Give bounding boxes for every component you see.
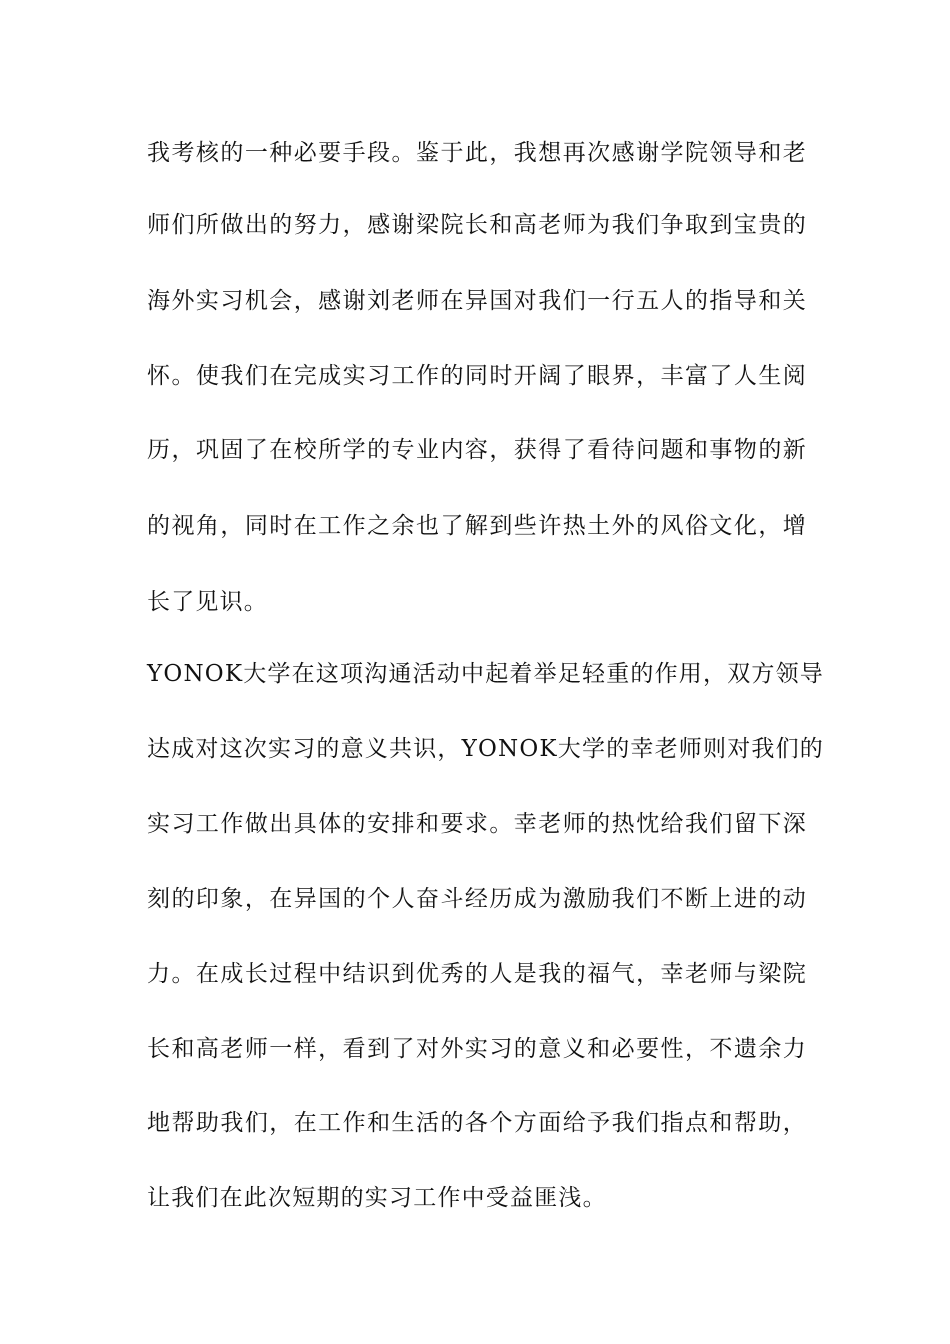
text-line: 让我们在此次短期的实习工作中受益匪浅。 — [147, 1185, 607, 1211]
text-line: 我考核的一种必要手段。鉴于此，我想再次感谢学院领导和老 — [147, 140, 807, 166]
text-line: 长和高老师一样，看到了对外实习的意义和必要性，不遗余力 — [147, 1036, 807, 1062]
text-line: 师们所做出的努力，感谢梁院长和高老师为我们争取到宝贵的 — [147, 212, 807, 238]
text-line: 力。在成长过程中结识到优秀的人是我的福气，幸老师与梁院 — [147, 961, 807, 987]
text-line: 刻的印象，在异国的个人奋斗经历成为激励我们不断上进的动 — [147, 886, 807, 912]
text-line: 的视角，同时在工作之余也了解到些许热土外的风俗文化，增 — [147, 513, 807, 539]
text-line: 达成对这次实习的意义共识，YONOK大学的幸老师则对我们的 — [147, 736, 825, 762]
text-line: YONOK大学在这项沟通活动中起着举足轻重的作用，双方领导 — [147, 661, 825, 687]
text-line: 海外实习机会，感谢刘老师在异国对我们一行五人的指导和关 — [147, 288, 807, 314]
text-line: 地帮助我们，在工作和生活的各个方面给予我们指点和帮助， — [147, 1110, 807, 1136]
text-line: 历，巩固了在校所学的专业内容，获得了看待问题和事物的新 — [147, 437, 807, 463]
text-line: 怀。使我们在完成实习工作的同时开阔了眼界，丰富了人生阅 — [147, 363, 807, 389]
text-line: 实习工作做出具体的安排和要求。幸老师的热忱给我们留下深 — [147, 811, 807, 837]
text-line: 长了见识。 — [147, 589, 268, 615]
